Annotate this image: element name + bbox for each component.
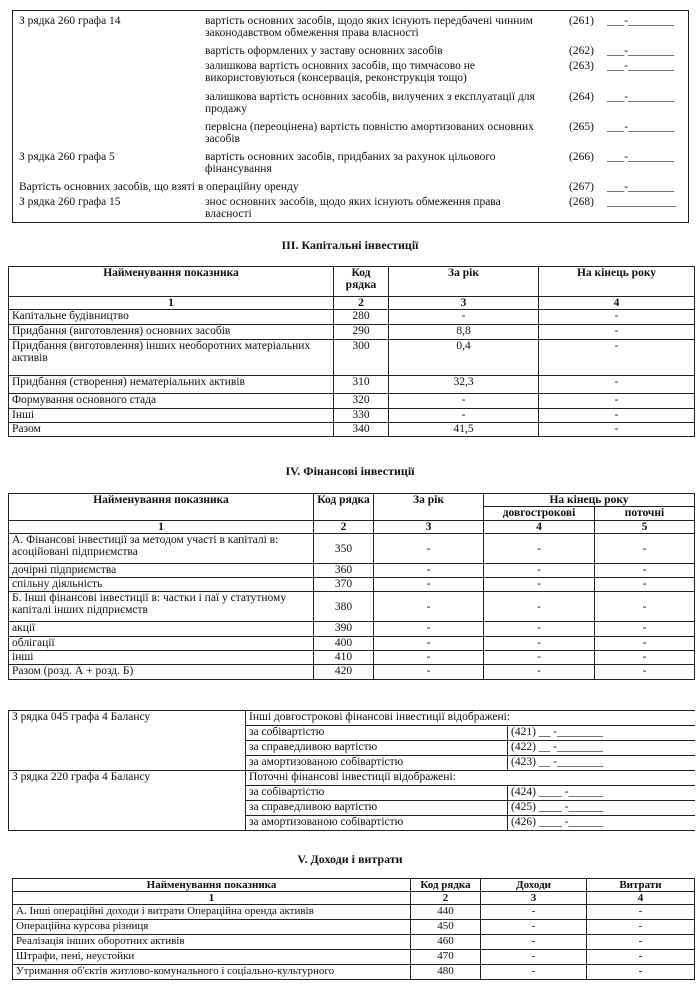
table-row	[9, 637, 695, 651]
col-number: 4	[484, 521, 595, 534]
table-row	[9, 376, 695, 394]
row-value: -	[374, 592, 484, 622]
row-value: -	[595, 622, 695, 637]
col-header-year: За рік	[389, 267, 539, 297]
row-label: Операційна курсова різниця	[13, 920, 411, 935]
row-value: -	[481, 920, 587, 935]
table-row	[9, 651, 695, 665]
table-row	[9, 409, 695, 423]
current-header: Поточні фінансові інвестиції відображені:	[246, 771, 695, 786]
long-term-header: Інші довгострокові фінансові інвестиції відображені:	[246, 711, 695, 726]
table-row	[9, 592, 695, 622]
row-value: -	[595, 637, 695, 651]
row-value: -	[374, 651, 484, 665]
balance-ref-220: З рядка 220 графа 4 Балансу	[9, 771, 246, 786]
table-row	[13, 905, 695, 920]
item-value: (422) __ -________	[508, 741, 695, 756]
item-label: за справедливою вартістю	[246, 801, 508, 816]
note-261-code: (261)	[569, 15, 594, 27]
row-label: Інші	[9, 409, 334, 423]
row-code: 310	[334, 376, 389, 394]
row-value: -	[595, 592, 695, 622]
row-code: 330	[334, 409, 389, 423]
item-label: за собівартістю	[246, 726, 508, 741]
item-value: (423) __ -________	[508, 756, 695, 771]
item-value: (425) ____ -______	[508, 801, 695, 816]
row-code: 300	[334, 340, 389, 376]
row-value: -	[374, 665, 484, 680]
row-label: Б. Інші фінансові інвестиції в: частки і паї у статутному капіталі інших підприємств	[9, 592, 314, 622]
col-header-code: Код рядка	[334, 267, 389, 297]
table-row	[13, 965, 695, 980]
table-row	[9, 423, 695, 437]
col-header-code: Код рядка	[314, 494, 374, 521]
row-value: -	[539, 325, 695, 340]
col-header-income: Доходи	[481, 879, 587, 892]
row-value: 8,8	[389, 325, 539, 340]
row-label: інші	[9, 651, 314, 665]
note-left-260-15: З рядка 260 графа 15	[19, 196, 121, 208]
row-label: Утримання об'єктів житлово-комунального і соціально-культурного	[13, 965, 411, 980]
row-value: -	[539, 394, 695, 409]
row-value: -	[587, 965, 695, 980]
col-header-year: За рік	[374, 494, 484, 521]
col-header-current: поточні	[595, 507, 695, 521]
col-number: 3	[389, 297, 539, 310]
col-header-expenses: Витрати	[587, 879, 695, 892]
col-number: 2	[314, 521, 374, 534]
note-262-code: (262)	[569, 45, 594, 57]
balance-ref-045: З рядка 045 графа 4 Балансу	[9, 711, 246, 726]
balance-references-table	[8, 710, 695, 831]
row-code: 440	[411, 905, 481, 920]
row-code: 400	[314, 637, 374, 651]
item-value: (424) ____ -______	[508, 786, 695, 801]
note-265-desc: первісна (переоцінена) вартість повністю амортизованих основних засобів	[205, 121, 534, 145]
table-row	[9, 622, 695, 637]
col-header-long-term: довгострокові	[484, 507, 595, 521]
row-code: 410	[314, 651, 374, 665]
row-code: 370	[314, 578, 374, 592]
row-value: -	[374, 534, 484, 564]
note-266-code: (266)	[569, 151, 594, 163]
row-code: 380	[314, 592, 374, 622]
row-value: -	[595, 665, 695, 680]
row-value: -	[539, 376, 695, 394]
row-value: -	[484, 534, 595, 564]
col-number: 1	[9, 521, 314, 534]
row-value: -	[595, 578, 695, 592]
row-code: 420	[314, 665, 374, 680]
row-value: -	[481, 950, 587, 965]
row-value: -	[484, 592, 595, 622]
row-label: Придбання (виготовлення) інших необоротних матеріальних активів	[9, 340, 334, 376]
row-label: акції	[9, 622, 314, 637]
row-value: -	[374, 578, 484, 592]
row-code: 290	[334, 325, 389, 340]
row-value: 0,4	[389, 340, 539, 376]
row-value: -	[539, 409, 695, 423]
col-number: 1	[9, 297, 334, 310]
col-header-name: Найменування показника	[9, 494, 314, 521]
col-header-code: Код рядка	[411, 879, 481, 892]
note-261-desc: вартість основних засобів, щодо яких існують передбачені чинним законодавством обмеження права власності	[205, 15, 533, 39]
table-row	[9, 325, 695, 340]
row-value: -	[595, 651, 695, 665]
note-268-desc: знос основних засобів, щодо яких існують обмеження права власності	[205, 196, 501, 220]
item-label: за амортизованою собівартістю	[246, 756, 508, 771]
row-value: -	[374, 564, 484, 578]
row-value: -	[539, 423, 695, 437]
table-row	[13, 920, 695, 935]
row-value: -	[484, 637, 595, 651]
row-value: 41,5	[389, 423, 539, 437]
row-code: 350	[314, 534, 374, 564]
col-header-name: Найменування показника	[13, 879, 411, 892]
row-label: спільну діяльність	[9, 578, 314, 592]
row-label: А. Фінансові інвестиції за методом участі в капіталі в: асоційовані підприємства	[9, 534, 314, 564]
note-263-desc: залишкова вартість основних засобів, що тимчасово не використовуються (консервація, реконструкція тощо)	[205, 60, 476, 84]
row-value: -	[539, 310, 695, 325]
row-value: -	[539, 340, 695, 376]
row-value: -	[484, 564, 595, 578]
note-266-desc: вартість основних засобів, придбаних за рахунок цільового фінансування	[205, 151, 496, 175]
section-5-title: V. Доходи і витрати	[297, 852, 403, 866]
row-code: 320	[334, 394, 389, 409]
row-value: -	[389, 310, 539, 325]
row-code: 480	[411, 965, 481, 980]
row-value: -	[389, 409, 539, 423]
row-value: -	[374, 622, 484, 637]
capital-investments-table	[8, 266, 695, 437]
row-value: -	[484, 665, 595, 680]
note-268-code: (268)	[569, 196, 594, 208]
table-row	[9, 578, 695, 592]
note-264-value: ___-________	[607, 91, 675, 103]
row-code: 360	[314, 564, 374, 578]
row-value: -	[481, 935, 587, 950]
row-value: -	[481, 905, 587, 920]
item-label: за собівартістю	[246, 786, 508, 801]
note-left-260-14: З рядка 260 графа 14	[19, 15, 121, 27]
row-value: -	[389, 394, 539, 409]
table-row	[9, 394, 695, 409]
section-3-title: III. Капітальні інвестиції	[281, 238, 419, 252]
row-label: Придбання (створення) нематеріальних активів	[9, 376, 334, 394]
table-row	[9, 340, 695, 376]
note-264-code: (264)	[569, 91, 594, 103]
table-row	[9, 665, 695, 680]
row-label: Разом (розд. А + розд. Б)	[9, 665, 314, 680]
row-label: Штрафи, пені, неустойки	[13, 950, 411, 965]
col-number: 4	[587, 892, 695, 905]
col-header-name: Найменування показника	[9, 267, 334, 297]
table-row	[13, 950, 695, 965]
row-code: 340	[334, 423, 389, 437]
row-value: -	[587, 935, 695, 950]
col-number: 3	[481, 892, 587, 905]
note-267-desc: Вартість основних засобів, що взяті в операційну оренду	[19, 181, 299, 193]
note-262-value: ___-________	[607, 45, 675, 57]
col-number: 2	[411, 892, 481, 905]
note-267-code: (267)	[569, 181, 594, 193]
row-label: дочірні підприємства	[9, 564, 314, 578]
note-265-value: ___-________	[607, 121, 675, 133]
note-left-260-5: З рядка 260 графа 5	[19, 151, 115, 163]
col-header-end: На кінець року	[484, 494, 695, 507]
note-261-value: ___-________	[607, 15, 675, 27]
row-code: 460	[411, 935, 481, 950]
row-code: 390	[314, 622, 374, 637]
note-267-value: ___-________	[607, 181, 675, 193]
table-row	[13, 935, 695, 950]
row-value: -	[587, 920, 695, 935]
item-value: (421) __ -________	[508, 726, 695, 741]
col-number: 4	[539, 297, 695, 310]
row-label: Придбання (виготовлення) основних засобів	[9, 325, 334, 340]
row-value: -	[587, 950, 695, 965]
col-number: 3	[374, 521, 484, 534]
row-label: Капітальне будівництво	[9, 310, 334, 325]
col-number: 5	[595, 521, 695, 534]
row-value: -	[595, 534, 695, 564]
financial-investments-table	[8, 493, 695, 680]
row-value: -	[374, 637, 484, 651]
col-header-end: На кінець року	[539, 267, 695, 297]
table-row	[9, 534, 695, 564]
col-number: 1	[13, 892, 411, 905]
row-value: -	[595, 564, 695, 578]
item-label: за справедливою вартістю	[246, 741, 508, 756]
table-row	[9, 564, 695, 578]
note-264-desc: залишкова вартість основних засобів, вилучених з експлуатації для продажу	[205, 91, 535, 115]
income-expenses-table	[12, 878, 695, 980]
item-value: (426) ____ -______	[508, 816, 695, 831]
note-263-code: (263)	[569, 60, 594, 72]
note-265-code: (265)	[569, 121, 594, 133]
row-value: 32,3	[389, 376, 539, 394]
row-code: 280	[334, 310, 389, 325]
row-value: -	[484, 651, 595, 665]
row-code: 450	[411, 920, 481, 935]
fixed-assets-notes-box	[12, 10, 689, 223]
row-value: -	[587, 905, 695, 920]
row-code: 470	[411, 950, 481, 965]
row-label: Формування основного стада	[9, 394, 334, 409]
row-value: -	[484, 622, 595, 637]
row-label: Реалізація інших оборотних активів	[13, 935, 411, 950]
col-number: 2	[334, 297, 389, 310]
row-value: -	[481, 965, 587, 980]
note-263-value: ___-________	[607, 60, 675, 72]
item-label: за амортизованою собівартістю	[246, 816, 508, 831]
note-268-value: ____________	[607, 196, 676, 208]
note-262-desc: вартість оформлених у заставу основних засобів	[205, 45, 443, 57]
row-label: Разом	[9, 423, 334, 437]
row-label: облігації	[9, 637, 314, 651]
row-label: А. Інші операційні доходи і витрати Операційна оренда активів	[13, 905, 411, 920]
row-value: -	[484, 578, 595, 592]
note-266-value: ___-________	[607, 151, 675, 163]
section-4-title: IV. Фінансові інвестиції	[285, 464, 415, 478]
table-row	[9, 310, 695, 325]
